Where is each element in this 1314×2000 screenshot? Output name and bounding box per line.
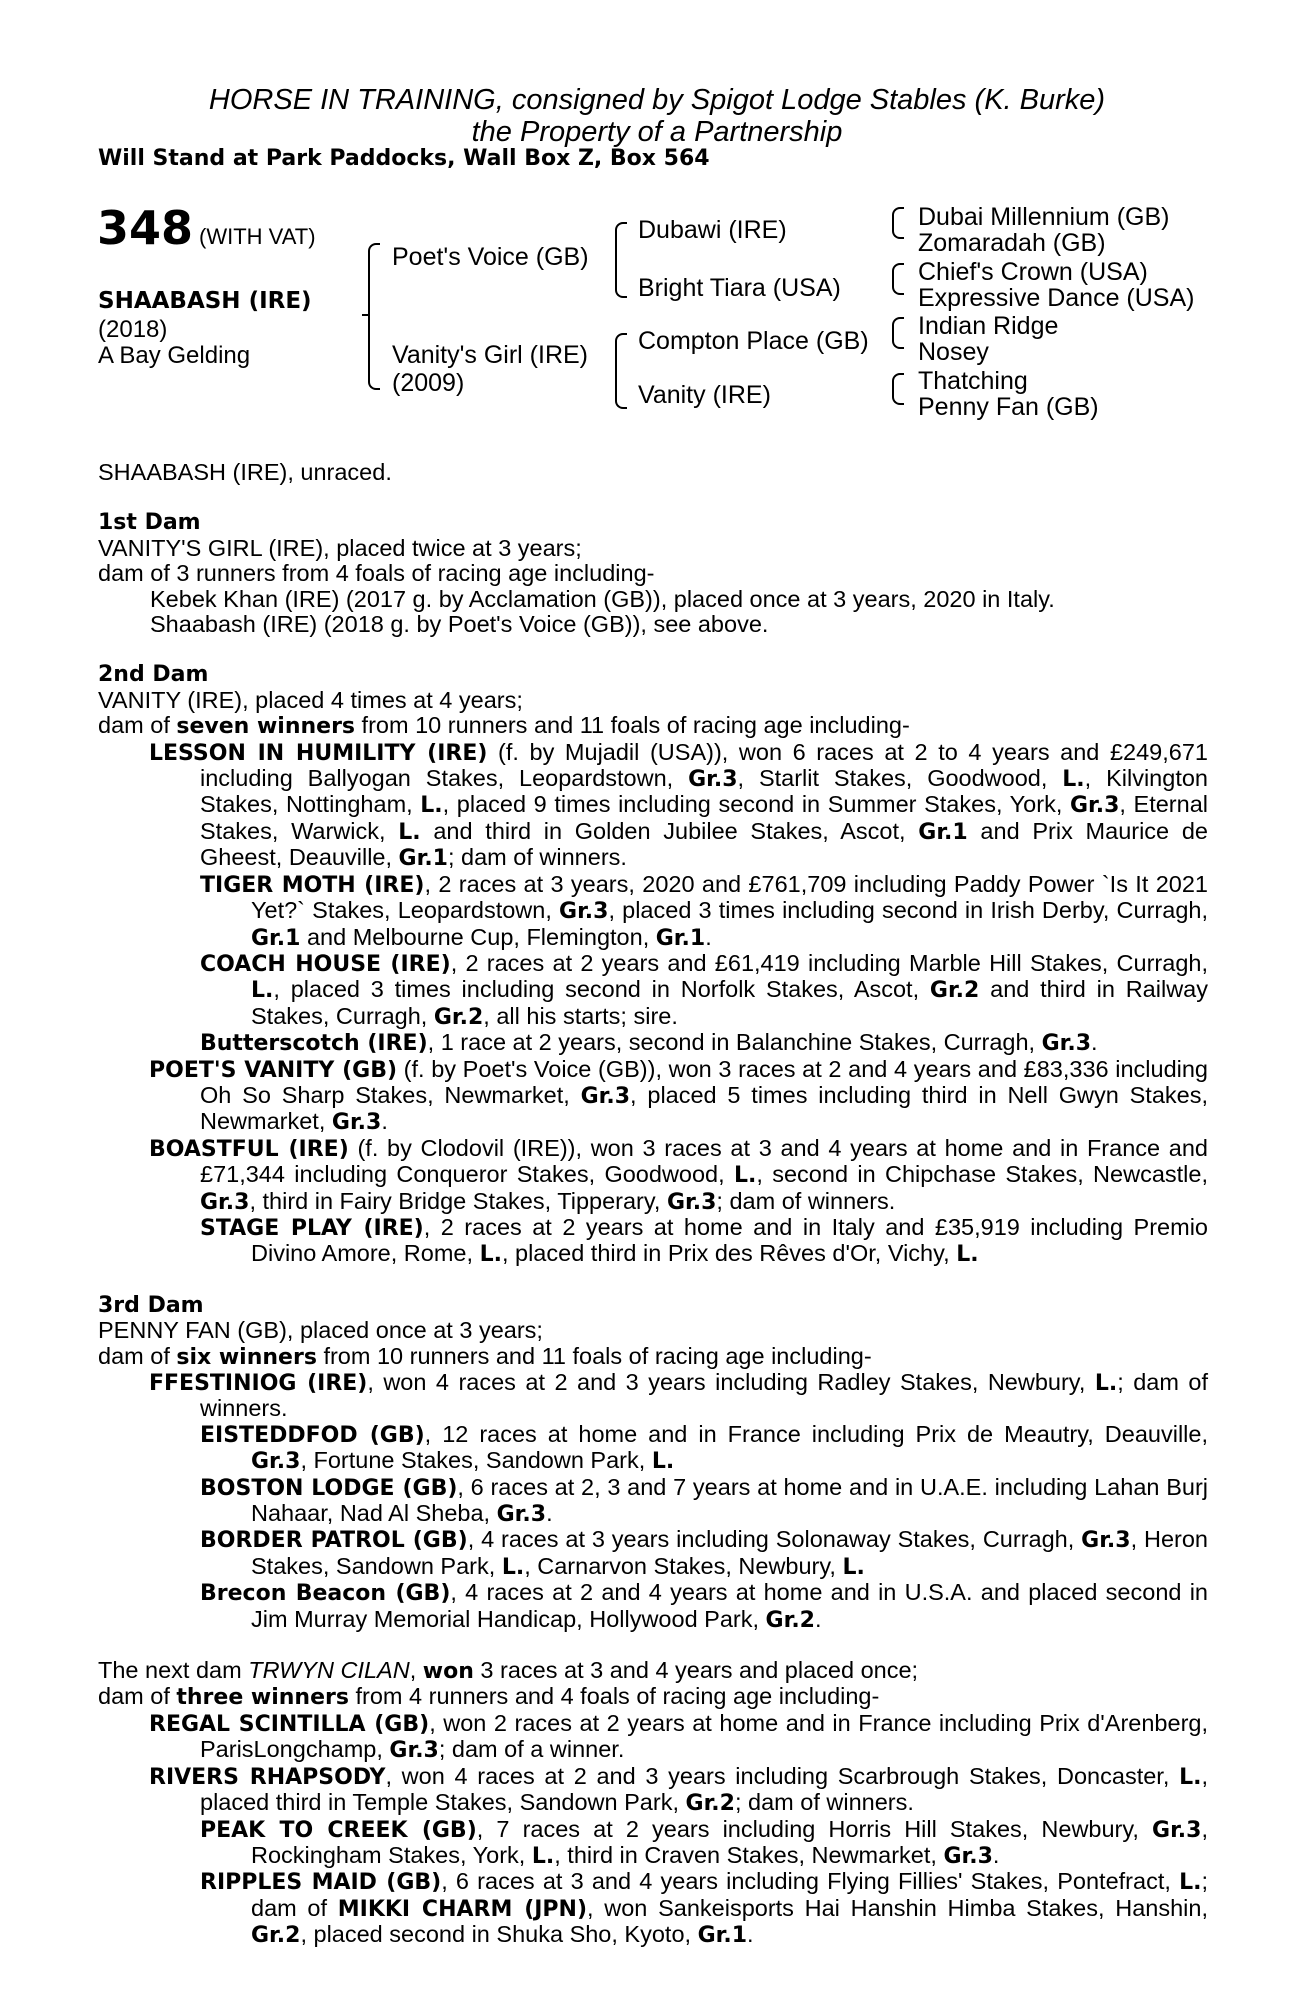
header-title: HORSE IN TRAINING, consigned by Spigot Lodge Stables (K. Burke) (208, 84, 1106, 116)
pedigree-dam-year: (2009) (392, 369, 465, 397)
dam-produce-line: dam of three winners from 4 runners and 4 foals of racing age including- (98, 1683, 880, 1711)
horse-year: (2018) (98, 316, 168, 343)
summary: SHAABASH (IRE), unraced. (98, 459, 392, 485)
pedigree-sire: Poet's Voice (GB) (392, 243, 589, 271)
produce-entry: Butterscotch (IRE), 1 race at 2 years, second in Balanchine Stakes, Curragh, Gr.3. (200, 1029, 1098, 1057)
produce-entry: EISTEDDFOD (GB), 12 races at home and in France including Prix de Meautry, Deauville, Gr.3, Fortune Stakes, Sandown Park, L. (200, 1420, 1208, 1475)
pedigree-bracket (615, 222, 627, 298)
produce-entry: Brecon Beacon (GB), 4 races at 2 and 4 years at home and in U.S.A. and placed second in Jim Murray Memorial Handicap, Hollywood Park, Gr.2. (200, 1579, 1208, 1633)
horse-description: A Bay Gelding (98, 342, 251, 369)
pedigree-gg-1: Dubai Millennium (GB) (918, 203, 1170, 231)
pedigree-bracket (368, 243, 380, 390)
produce-entry: Shaabash (IRE) (2018 g. by Poet's Voice (GB)), see above. (150, 611, 769, 638)
header-subtitle: the Property of a Partnership (471, 116, 843, 148)
pedigree-bracket (892, 373, 904, 405)
vat-note: (WITH VAT) (199, 224, 316, 249)
produce-entry: FFESTINIOG (IRE), won 4 races at 2 and 3 years including Radley Stakes, Newbury, L.; dam of winners. (149, 1369, 1208, 1422)
produce-entry: TIGER MOTH (IRE), 2 races at 3 years, 2020 and £761,709 including Paddy Power `Is It 2021 Yet?` Stakes, Leopardstown, Gr.3, placed 3 times including second in Irish Derby, Curragh, Gr.1 and Melbourne Cup, Flemington, Gr.1. (200, 870, 1208, 951)
produce-entry: RIPPLES MAID (GB), 6 races at 3 and 4 years including Flying Fillies' Stakes, Pontefract, L.; dam of MIKKI CHARM (JPN), won Sankeisports Hai Hanshin Himba Stakes, Hanshin, Gr.2, placed second in Shuka Sho, Kyoto, Gr.1. (200, 1868, 1208, 1949)
dam-produce-line: dam of six winners from 10 runners and 11 foals of racing age including- (98, 1342, 872, 1370)
pedigree-sire-sire: Dubawi (IRE) (638, 216, 787, 244)
produce-entry: RIVERS RHAPSODY, won 4 races at 2 and 3 years including Scarbrough Stakes, Doncaster, L., placed third in Temple Stakes, Sandown Park, Gr.2; dam of winners. (149, 1762, 1208, 1817)
produce-entry: PEAK TO CREEK (GB), 7 races at 2 years including Horris Hill Stakes, Newbury, Gr.3, Rockingham Stakes, York, L., third in Craven Stakes, Newmarket, Gr.3. (200, 1815, 1208, 1869)
third-dam-section (98, 1293, 1208, 1633)
pedigree-sire-dam: Bright Tiara (USA) (638, 274, 841, 302)
pedigree-gg-2: Zomaradah (GB) (918, 229, 1106, 257)
dam-line: VANITY (IRE), placed 4 times at 4 years; (98, 686, 523, 713)
pedigree-gg-4: Expressive Dance (USA) (918, 284, 1195, 312)
dam-produce-line: dam of 3 runners from 4 foals of racing age including- (98, 560, 655, 587)
produce-entry: STAGE PLAY (IRE), 2 races at 2 years at home and in Italy and £35,919 including Premio Divino Amore, Rome, L., placed third in Prix des Rêves d'Or, Vichy, L. (200, 1213, 1208, 1268)
pedigree-gg-3: Chief's Crown (USA) (918, 258, 1148, 286)
pedigree-bracket-tip (362, 314, 370, 316)
pedigree-gg-6: Nosey (918, 338, 989, 366)
horse-name: SHAABASH (IRE) (98, 288, 312, 314)
pedigree-dam-sire: Compton Place (GB) (638, 327, 869, 355)
pedigree-bracket (892, 207, 904, 239)
produce-entry: COACH HOUSE (IRE), 2 races at 2 years and £61,419 including Marble Hill Stakes, Curragh, L., placed 3 times including second in Norfolk Stakes, Ascot, Gr.2 and third in Railway Stakes, Curragh, Gr.2, all his starts; sire. (200, 949, 1208, 1030)
first-dam-section (98, 510, 1208, 637)
lot-number: 348 (WITH VAT) (97, 201, 316, 255)
pedigree-bracket (892, 317, 904, 349)
pedigree-gg-8: Penny Fan (GB) (918, 393, 1099, 421)
dam-line: VANITY'S GIRL (IRE), placed twice at 3 years; (98, 534, 582, 561)
produce-entry: POET'S VANITY (GB) (f. by Poet's Voice (GB)), won 3 races at 2 and 4 years and £83,336 including Oh So Sharp Stakes, Newmarket, Gr.3, placed 5 times including third in Nell Gwyn Stakes, Newmarket, Gr.3. (149, 1055, 1209, 1136)
produce-entry: REGAL SCINTILLA (GB), won 2 races at 2 years at home and in France including Prix d'Arenberg, ParisLongchamp, Gr.3; dam of a winner. (149, 1709, 1208, 1764)
pedigree-dam-dam: Vanity (IRE) (638, 381, 771, 409)
dam-line: The next dam TRWYN CILAN, won 3 races at 3 and 4 years and placed once; (98, 1657, 919, 1685)
pedigree-dam: Vanity's Girl (IRE) (392, 341, 588, 369)
dam-produce-line: dam of seven winners from 10 runners and 11 foals of racing age including- (98, 712, 910, 740)
next-dam-section (98, 1658, 1208, 1948)
pedigree-bracket (615, 333, 627, 409)
produce-entry: LESSON IN HUMILITY (IRE) (f. by Mujadil (USA)), won 6 races at 2 to 4 years and £249,671 including Ballyogan Stakes, Leopardstown, Gr.3, Starlit Stakes, Goodwood, L., Kilvington Stakes, Nottingham, L., placed 9 times including second in Summer Stakes, York, Gr.3, Eternal Stakes, Warwick, L. and third in Golden Jubilee Stakes, Ascot, Gr.1 and Prix Maurice de Gheest, Deauville, Gr.1; dam of winners. (149, 738, 1208, 872)
pedigree-bracket (892, 263, 904, 295)
produce-entry: Kebek Khan (IRE) (2017 g. by Acclamation (GB)), placed once at 3 years, 2020 in Italy. (150, 585, 1055, 612)
section-heading: 3rd Dam (98, 1292, 204, 1318)
pedigree-gg-7: Thatching (918, 367, 1028, 395)
second-dam-section (98, 662, 1208, 1267)
pedigree-gg-5: Indian Ridge (918, 312, 1059, 340)
dam-line: PENNY FAN (GB), placed once at 3 years; (98, 1317, 543, 1344)
produce-entry: BORDER PATROL (GB), 4 races at 3 years including Solonaway Stakes, Curragh, Gr.3, Heron Stakes, Sandown Park, L., Carnarvon Stakes, Newbury, L. (200, 1526, 1208, 1580)
section-heading: 1st Dam (98, 510, 201, 536)
produce-entry: BOSTON LODGE (GB), 6 races at 2, 3 and 7 years at home and in U.A.E. including Lahan Burj Nahaar, Nad Al Sheba, Gr.3. (200, 1473, 1208, 1528)
catalogue-text (98, 460, 1208, 1949)
stand-location: Will Stand at Park Paddocks, Wall Box Z, Box 564 (98, 146, 710, 171)
produce-entry: BOASTFUL (IRE) (f. by Clodovil (IRE)), won 3 races at 3 and 4 years at home and in France and £71,344 including Conqueror Stakes, Goodwood, L., second in Chipchase Stakes, Newcastle, Gr.3, third in Fairy Bridge Stakes, Tipperary, Gr.3; dam of winners. (149, 1134, 1208, 1215)
section-heading: 2nd Dam (98, 662, 209, 688)
